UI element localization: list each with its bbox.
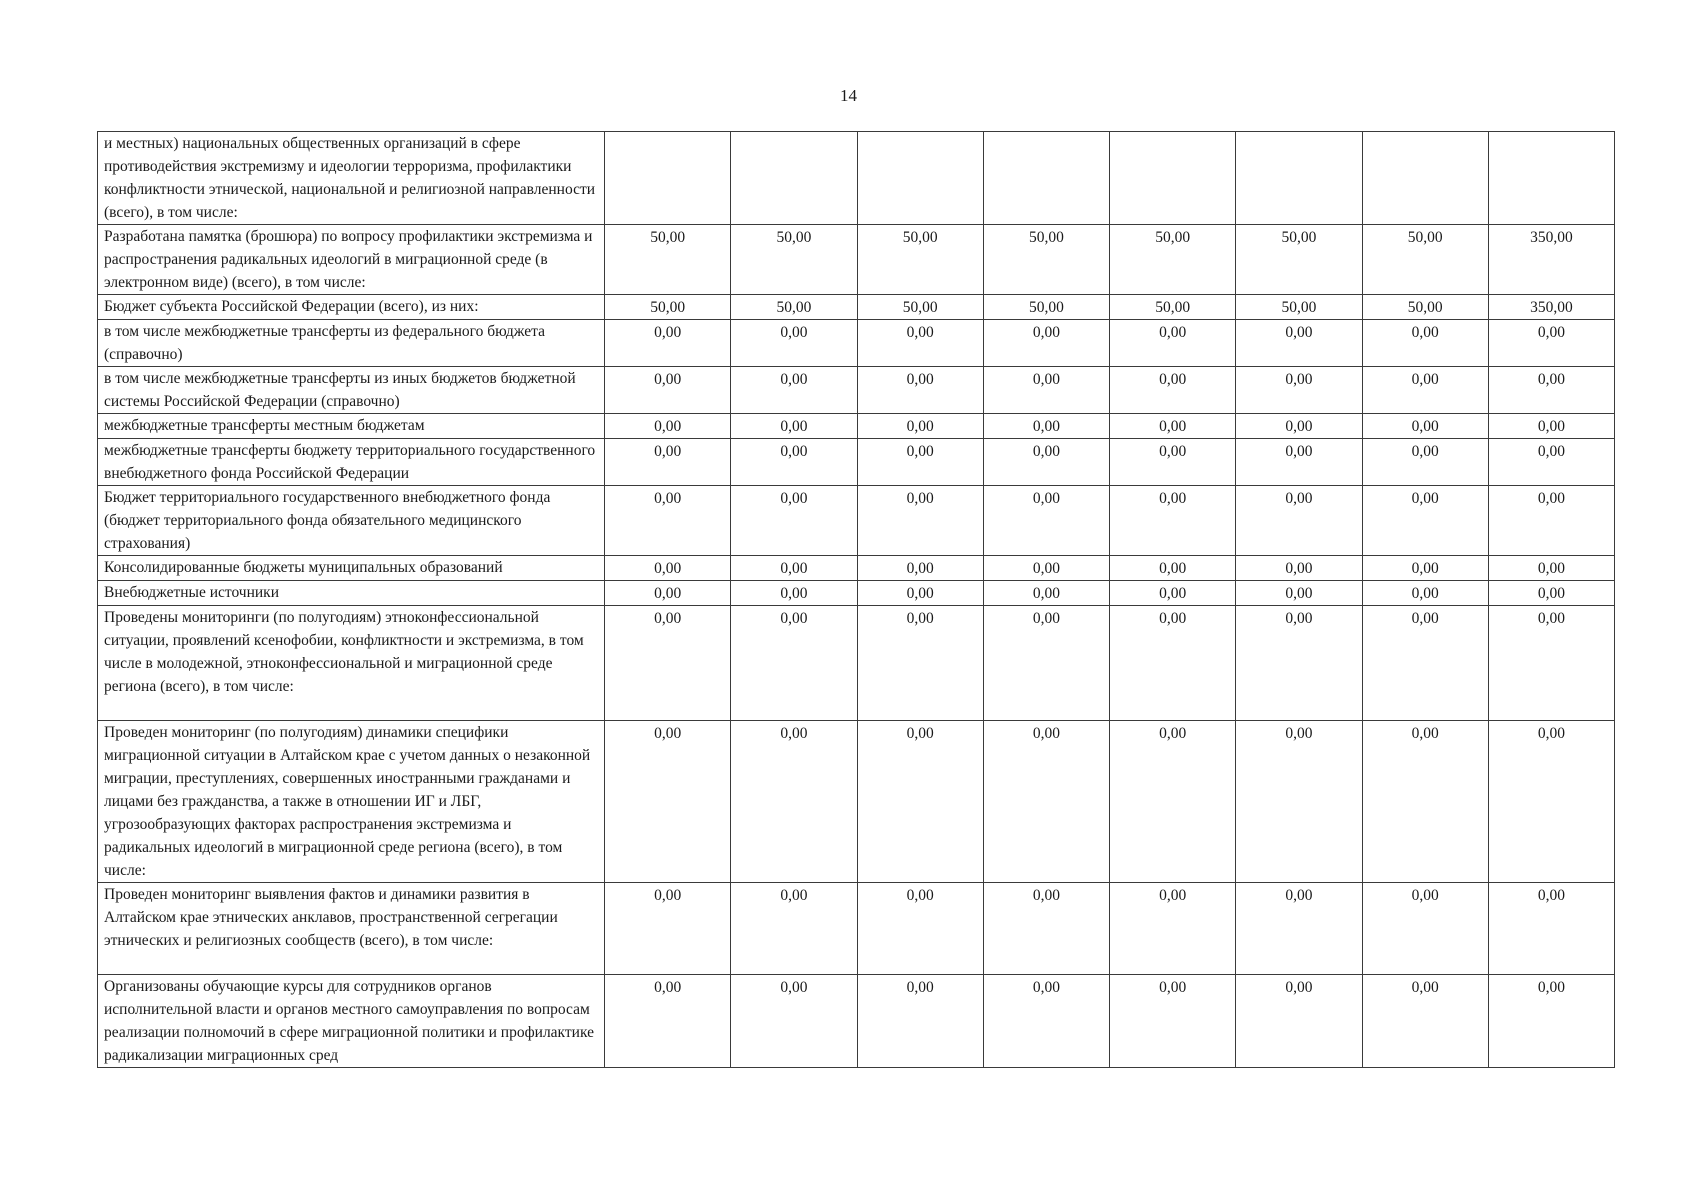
value-cell: 0,00 <box>1362 439 1488 486</box>
value-cell: 0,00 <box>1362 486 1488 556</box>
value-cell: 0,00 <box>1110 721 1236 883</box>
value-cell: 0,00 <box>857 975 983 1068</box>
value-cell: 50,00 <box>1236 225 1362 295</box>
value-cell: 0,00 <box>1362 320 1488 367</box>
value-cell-total: 350,00 <box>1488 295 1614 320</box>
value-cell: 0,00 <box>605 975 731 1068</box>
value-cell: 50,00 <box>1110 225 1236 295</box>
value-cell: 50,00 <box>605 295 731 320</box>
value-cell: 0,00 <box>731 883 857 975</box>
table-body <box>98 132 1615 1068</box>
table-row <box>98 320 1615 367</box>
table-row <box>98 581 1615 606</box>
row-description: Разработана памятка (брошюра) по вопросу профилактики экстремизма и распространения радикальных идеологий в миграционной среде (в электронном виде) (всего), в том числе: <box>98 225 605 295</box>
value-cell-total: 0,00 <box>1488 581 1614 606</box>
value-cell: 0,00 <box>1236 320 1362 367</box>
row-description: в том числе межбюджетные трансферты из иных бюджетов бюджетной системы Российской Федерации (справочно) <box>98 367 605 414</box>
value-cell: 0,00 <box>605 556 731 581</box>
row-description: и местных) национальных общественных организаций в сфере противодействия экстремизму и идеологии терроризма, профилактики конфликтности этнической, национальной и религиозной направленности (всего), в том числе: <box>98 132 605 225</box>
row-description: Проведен мониторинг (по полугодиям) динамики специфики миграционной ситуации в Алтайском крае с учетом данных о незаконной миграции, преступлениях, совершенных иностранными гражданами и лицами без гражданства, а также в отношении ИГ и ЛБГ, угрозообразующих факторах распространения экстремизма и радикальных идеологий в миграционной среде региона (всего), в том числе: <box>98 721 605 883</box>
value-cell: 0,00 <box>1362 581 1488 606</box>
table-row <box>98 883 1615 975</box>
value-cell-total <box>1488 132 1614 225</box>
row-description: Проведены мониторинги (по полугодиям) этноконфессиональной ситуации, проявлений ксенофобии, конфликтности и экстремизма, в том числе в молодежной, этноконфессиональной и миграционной среде региона (всего), в том числе: <box>98 606 605 721</box>
value-cell: 0,00 <box>1236 556 1362 581</box>
value-cell: 0,00 <box>605 414 731 439</box>
value-cell: 0,00 <box>731 367 857 414</box>
value-cell: 0,00 <box>857 556 983 581</box>
value-cell: 0,00 <box>605 367 731 414</box>
value-cell: 0,00 <box>1110 556 1236 581</box>
value-cell: 0,00 <box>1236 606 1362 721</box>
value-cell-total: 0,00 <box>1488 883 1614 975</box>
value-cell: 0,00 <box>857 367 983 414</box>
value-cell: 0,00 <box>1362 606 1488 721</box>
row-description: Проведен мониторинг выявления фактов и динамики развития в Алтайском крае этнических анклавов, пространственной сегрегации этнических и религиозных сообществ (всего), в том числе: <box>98 883 605 975</box>
value-cell: 0,00 <box>1110 320 1236 367</box>
value-cell: 0,00 <box>983 486 1109 556</box>
table-row <box>98 295 1615 320</box>
value-cell: 0,00 <box>983 975 1109 1068</box>
value-cell: 0,00 <box>1236 975 1362 1068</box>
value-cell: 0,00 <box>1362 721 1488 883</box>
value-cell: 0,00 <box>983 606 1109 721</box>
value-cell: 0,00 <box>605 581 731 606</box>
value-cell: 0,00 <box>731 439 857 486</box>
value-cell: 0,00 <box>731 606 857 721</box>
value-cell: 0,00 <box>1110 439 1236 486</box>
value-cell: 0,00 <box>983 721 1109 883</box>
value-cell: 50,00 <box>857 225 983 295</box>
value-cell: 0,00 <box>857 721 983 883</box>
value-cell: 0,00 <box>731 486 857 556</box>
value-cell: 0,00 <box>1236 367 1362 414</box>
value-cell: 0,00 <box>731 414 857 439</box>
value-cell: 0,00 <box>1236 414 1362 439</box>
row-description: Бюджет субъекта Российской Федерации (всего), из них: <box>98 295 605 320</box>
table-row <box>98 486 1615 556</box>
row-description: Бюджет территориального государственного внебюджетного фонда (бюджет территориального фонда обязательного медицинского страхования) <box>98 486 605 556</box>
table-row <box>98 439 1615 486</box>
value-cell: 0,00 <box>731 975 857 1068</box>
value-cell-total: 350,00 <box>1488 225 1614 295</box>
value-cell: 0,00 <box>1362 883 1488 975</box>
value-cell: 0,00 <box>605 320 731 367</box>
value-cell: 0,00 <box>1362 367 1488 414</box>
value-cell: 50,00 <box>1362 225 1488 295</box>
value-cell: 0,00 <box>857 581 983 606</box>
value-cell-total: 0,00 <box>1488 975 1614 1068</box>
value-cell: 50,00 <box>1236 295 1362 320</box>
value-cell: 0,00 <box>857 883 983 975</box>
value-cell: 50,00 <box>605 225 731 295</box>
value-cell-total: 0,00 <box>1488 320 1614 367</box>
value-cell: 0,00 <box>983 883 1109 975</box>
value-cell: 0,00 <box>1362 556 1488 581</box>
table-row <box>98 367 1615 414</box>
value-cell <box>1362 132 1488 225</box>
table-row <box>98 225 1615 295</box>
row-description: Консолидированные бюджеты муниципальных образований <box>98 556 605 581</box>
value-cell-total: 0,00 <box>1488 486 1614 556</box>
value-cell: 50,00 <box>983 295 1109 320</box>
value-cell: 0,00 <box>1110 975 1236 1068</box>
value-cell <box>605 132 731 225</box>
table-row <box>98 132 1615 225</box>
value-cell: 0,00 <box>731 721 857 883</box>
value-cell-total: 0,00 <box>1488 367 1614 414</box>
budget-table <box>97 131 1615 1068</box>
value-cell: 0,00 <box>1110 581 1236 606</box>
row-description: межбюджетные трансферты местным бюджетам <box>98 414 605 439</box>
table-row <box>98 414 1615 439</box>
value-cell: 50,00 <box>1362 295 1488 320</box>
value-cell: 0,00 <box>983 439 1109 486</box>
value-cell: 50,00 <box>1110 295 1236 320</box>
value-cell: 50,00 <box>983 225 1109 295</box>
value-cell: 0,00 <box>1236 439 1362 486</box>
value-cell: 0,00 <box>731 556 857 581</box>
value-cell: 50,00 <box>857 295 983 320</box>
value-cell: 0,00 <box>857 414 983 439</box>
value-cell <box>1110 132 1236 225</box>
value-cell: 0,00 <box>1236 721 1362 883</box>
value-cell: 0,00 <box>1110 606 1236 721</box>
row-description: Организованы обучающие курсы для сотрудников органов исполнительной власти и органов местного самоуправления по вопросам реализации полномочий в сфере миграционной политики и профилактике радикализации миграционных сред <box>98 975 605 1068</box>
row-description: Внебюджетные источники <box>98 581 605 606</box>
value-cell: 0,00 <box>731 581 857 606</box>
value-cell: 50,00 <box>731 225 857 295</box>
value-cell: 0,00 <box>605 439 731 486</box>
value-cell: 0,00 <box>983 556 1109 581</box>
value-cell: 0,00 <box>983 581 1109 606</box>
table-row <box>98 975 1615 1068</box>
value-cell-total: 0,00 <box>1488 606 1614 721</box>
value-cell-total: 0,00 <box>1488 414 1614 439</box>
value-cell-total: 0,00 <box>1488 439 1614 486</box>
value-cell: 0,00 <box>983 414 1109 439</box>
value-cell <box>1236 132 1362 225</box>
row-description: межбюджетные трансферты бюджету территориального государственного внебюджетного фонда Российской Федерации <box>98 439 605 486</box>
value-cell-total: 0,00 <box>1488 721 1614 883</box>
value-cell: 0,00 <box>857 320 983 367</box>
value-cell: 0,00 <box>605 486 731 556</box>
value-cell-total: 0,00 <box>1488 556 1614 581</box>
value-cell: 0,00 <box>1110 414 1236 439</box>
value-cell: 0,00 <box>1236 486 1362 556</box>
table-row <box>98 606 1615 721</box>
value-cell: 0,00 <box>731 320 857 367</box>
table-row <box>98 721 1615 883</box>
value-cell: 0,00 <box>605 606 731 721</box>
page-number: 14 <box>840 86 857 105</box>
value-cell <box>857 132 983 225</box>
value-cell: 50,00 <box>731 295 857 320</box>
row-description: в том числе межбюджетные трансферты из федерального бюджета (справочно) <box>98 320 605 367</box>
value-cell: 0,00 <box>857 486 983 556</box>
value-cell: 0,00 <box>1362 414 1488 439</box>
value-cell <box>983 132 1109 225</box>
value-cell: 0,00 <box>1110 367 1236 414</box>
value-cell: 0,00 <box>1236 581 1362 606</box>
value-cell: 0,00 <box>857 439 983 486</box>
value-cell: 0,00 <box>1110 486 1236 556</box>
value-cell: 0,00 <box>1110 883 1236 975</box>
value-cell: 0,00 <box>605 721 731 883</box>
value-cell: 0,00 <box>1236 883 1362 975</box>
value-cell: 0,00 <box>983 320 1109 367</box>
value-cell: 0,00 <box>605 883 731 975</box>
value-cell: 0,00 <box>1362 975 1488 1068</box>
value-cell: 0,00 <box>983 367 1109 414</box>
value-cell <box>731 132 857 225</box>
value-cell: 0,00 <box>857 606 983 721</box>
table-row <box>98 556 1615 581</box>
